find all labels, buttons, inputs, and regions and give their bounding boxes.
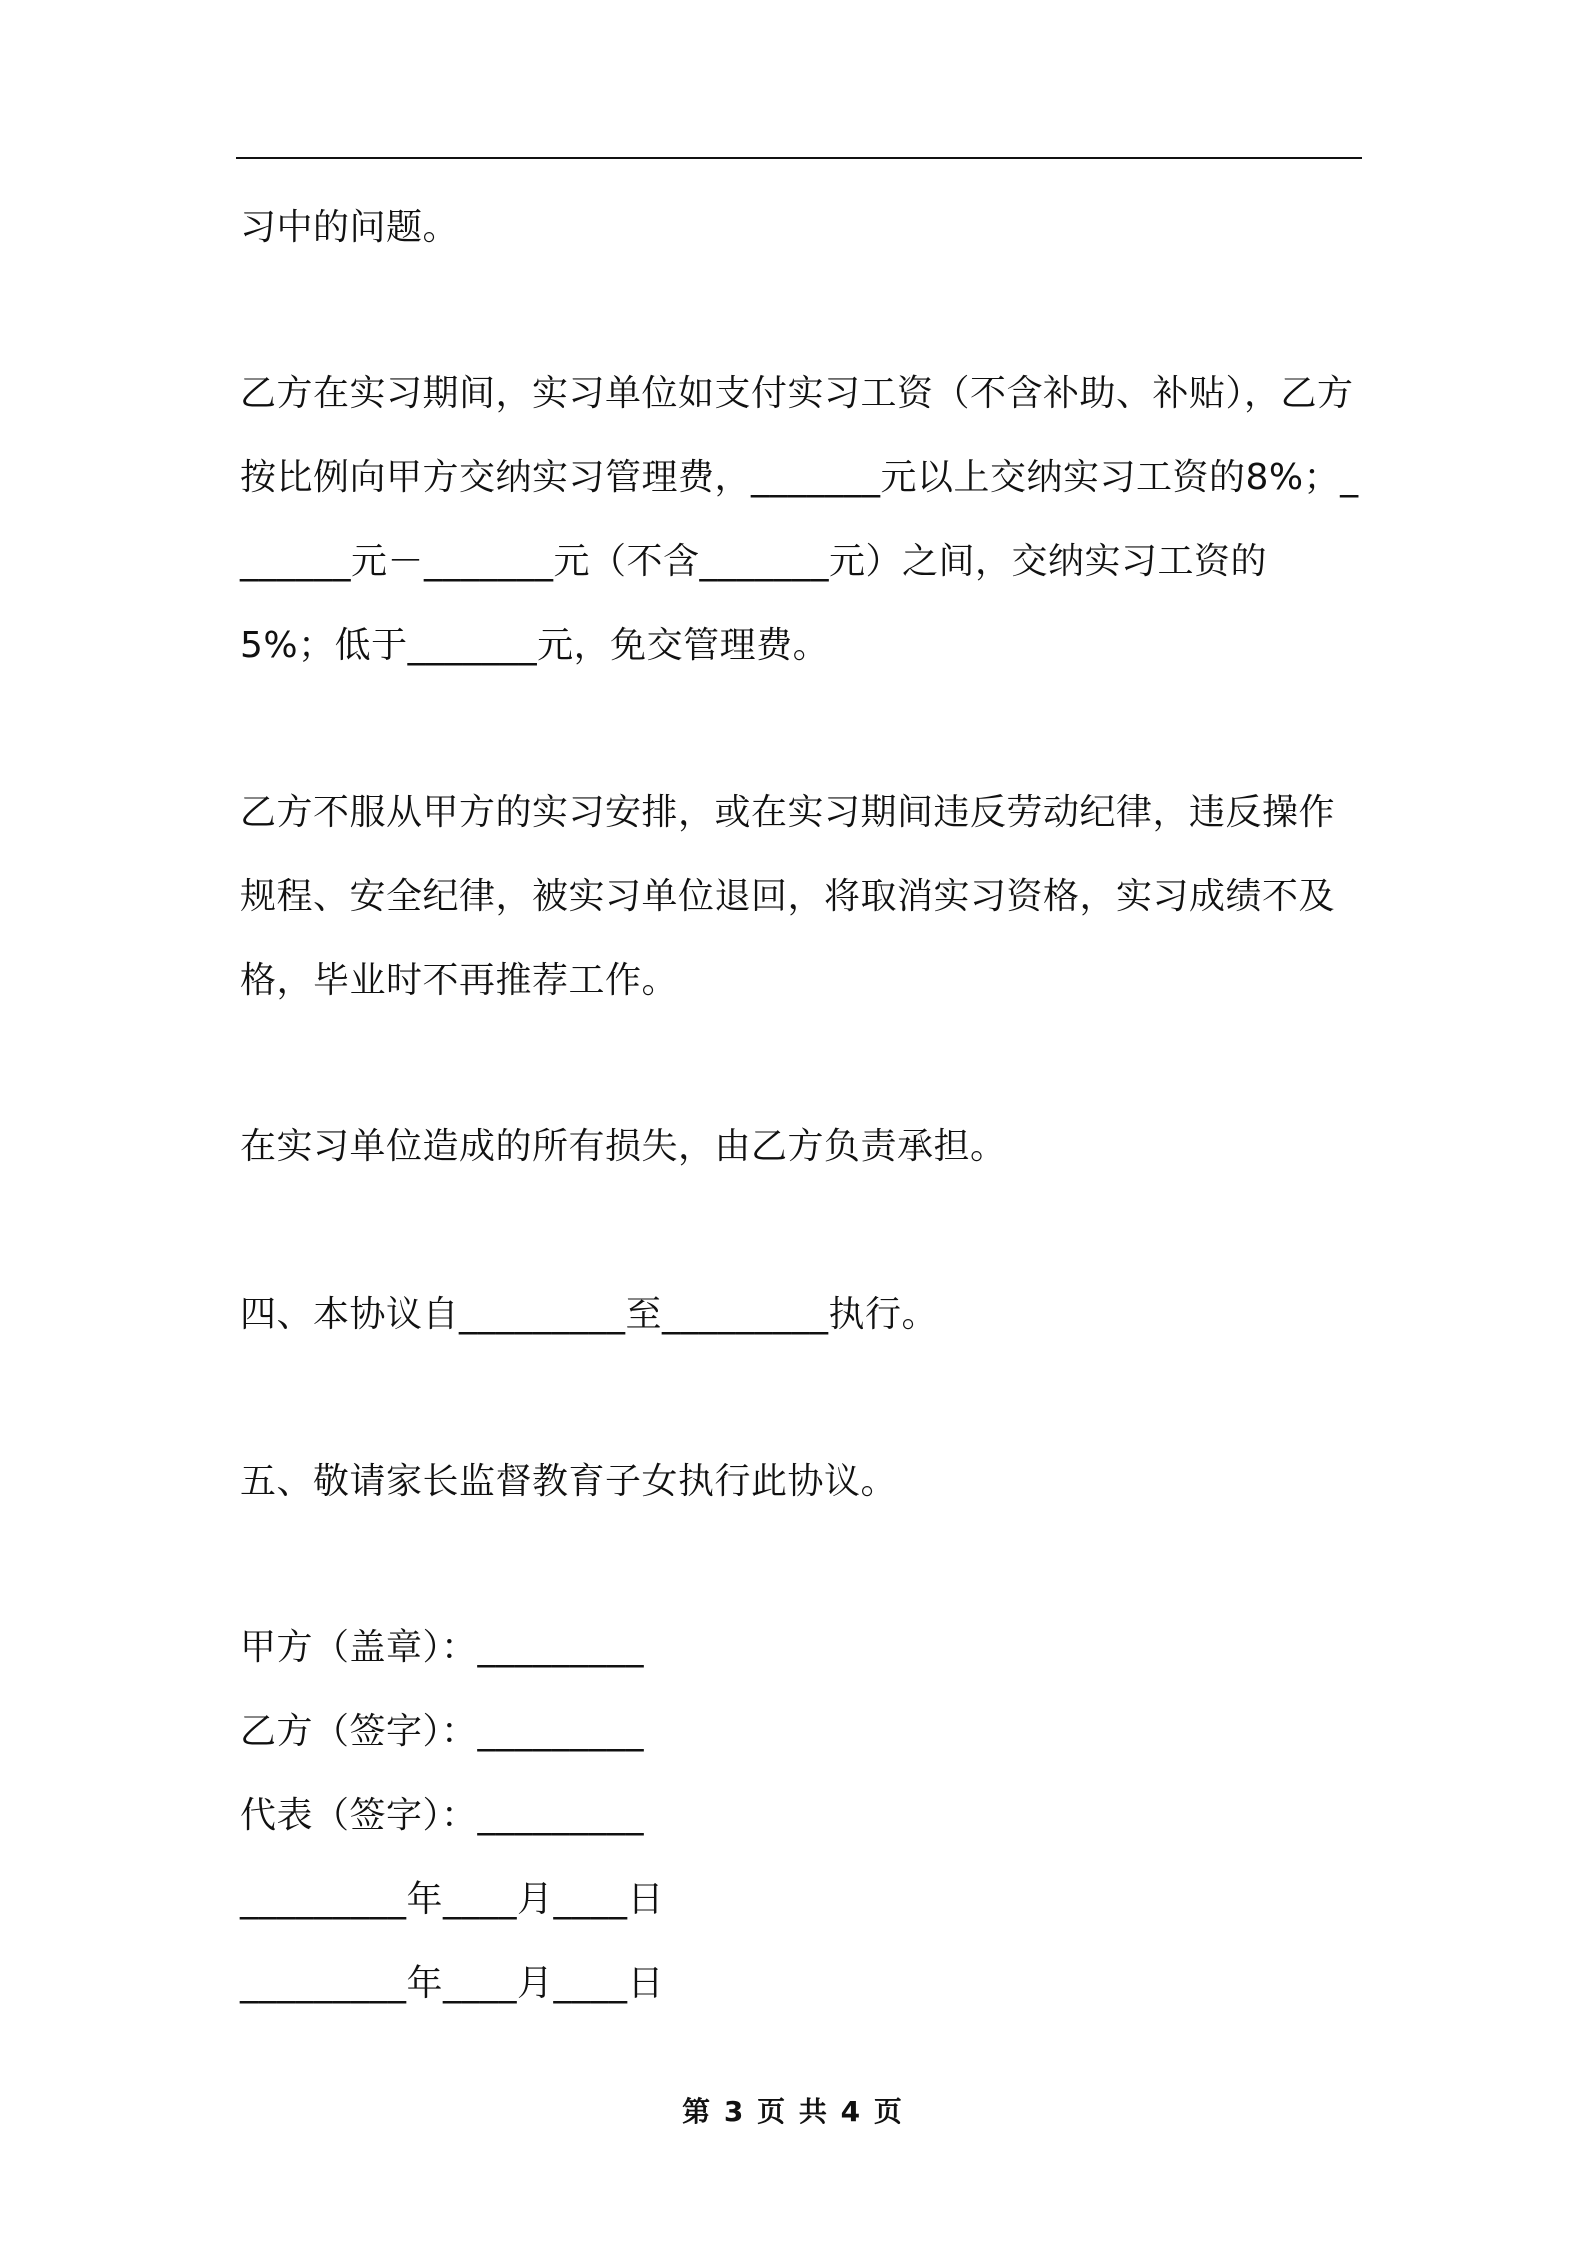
- signature-party-a: 甲方（盖章）：_________: [240, 1627, 645, 1668]
- paragraph-wage-fee: 乙方在实习期间，实习单位如支付实习工资（不含补助、补贴），乙方按比例向甲方交纳实习管理费，_______元以上交纳实习工资的8%；_______元－_______元（不含_______元）之间，交纳实习工资的 5%；低于_______元，免交管理费。: [240, 373, 1359, 666]
- signature-representative: 代表（签字）：_________: [240, 1795, 645, 1836]
- header-rule: [236, 157, 1362, 159]
- signature-date-2: _________年____月____日: [240, 1963, 664, 2004]
- paragraph-losses: 在实习单位造成的所有损失，由乙方负责承担。: [240, 1126, 1007, 1167]
- page-number-footer: 第 3 页 共 4 页: [682, 2095, 904, 2128]
- paragraph-continuation: 习中的问题。: [240, 207, 460, 248]
- paragraph-term: 四、本协议自_________至_________执行。: [240, 1294, 939, 1335]
- signature-party-b: 乙方（签字）：_________: [240, 1711, 645, 1752]
- paragraph-discipline: 乙方不服从甲方的实习安排，或在实习期间违反劳动纪律，违反操作规程、安全纪律，被实习单位退回，将取消实习资格，实习成绩不及格，毕业时不再推荐工作。: [240, 792, 1336, 1001]
- paragraph-parent-supervision: 五、敬请家长监督教育子女执行此协议。: [240, 1461, 898, 1502]
- signature-date-1: _________年____月____日: [240, 1879, 664, 1920]
